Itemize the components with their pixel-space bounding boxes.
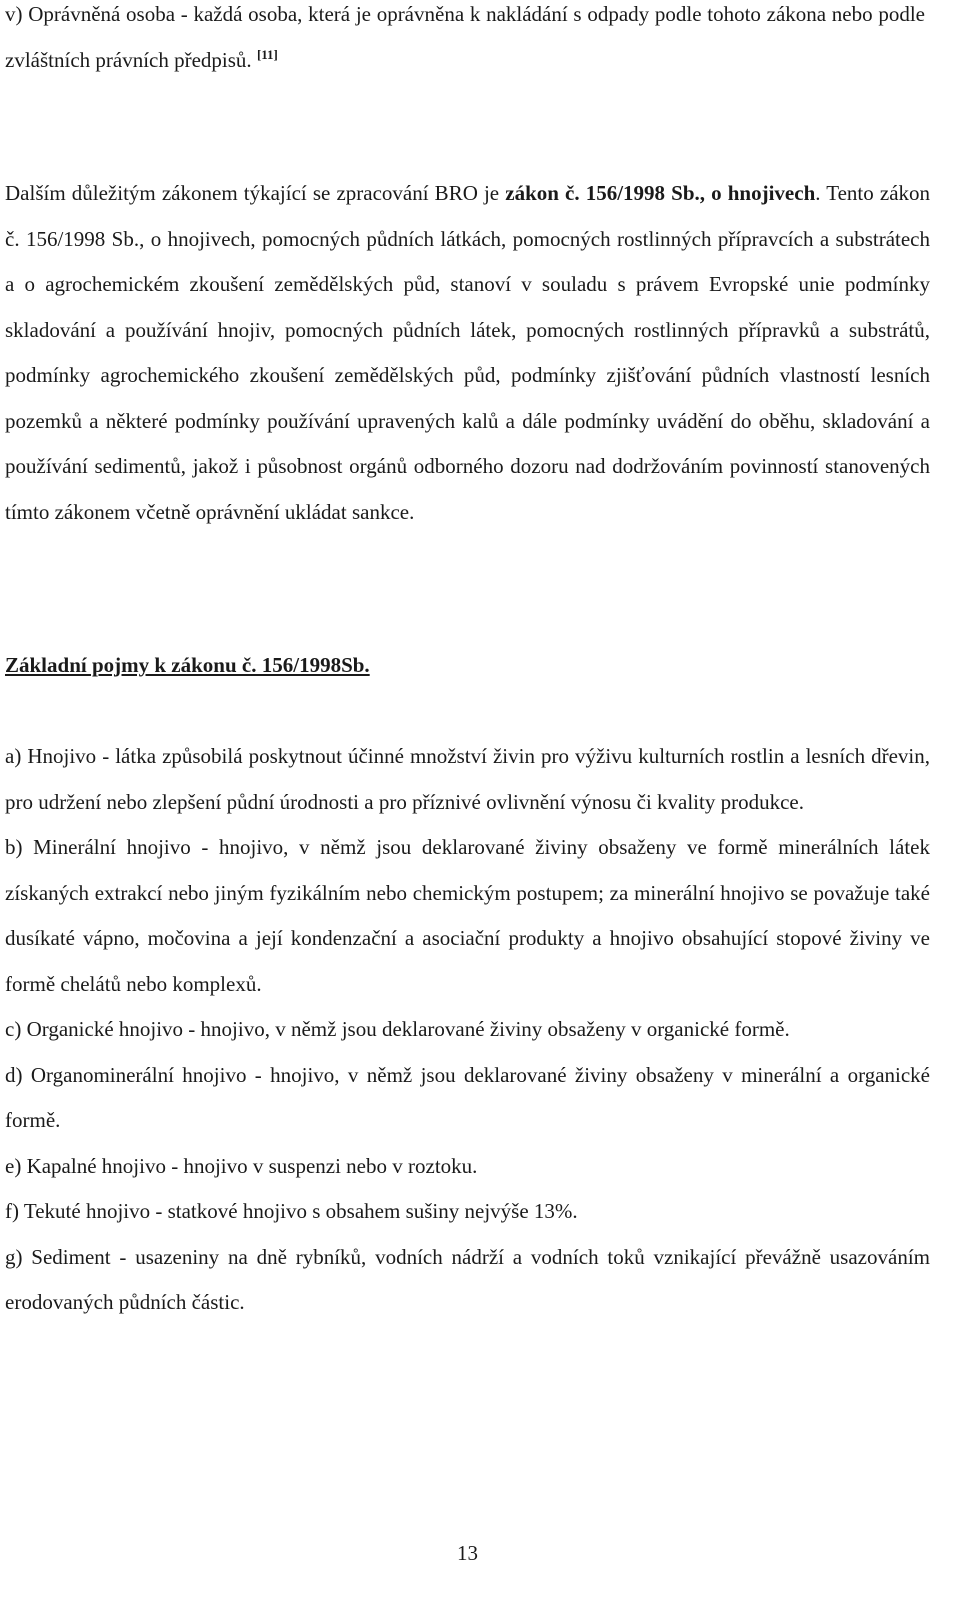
page-number: 13 — [457, 1541, 478, 1565]
intro-text-start: Dalším důležitým zákonem týkající se zpracování BRO je — [5, 181, 506, 205]
definition-item-e: e) Kapalné hnojivo - hnojivo v suspenzi nebo v roztoku. — [5, 1153, 478, 1178]
item-v-prefix: v) — [5, 2, 23, 26]
intro-text-rest: . Tento zákon č. 156/1998 Sb., o hnojivech, pomocných půdních látkách, pomocných rostlinných přípravcích a substrátech a o agrochemickém zkoušení zemědělských půd, stanoví v souladu s právem Evropské unie podmínky skladování a používání hnojiv, pomocných půdních látek, pomocných rostlinných přípravků a substrátů, podmínky agrochemického zkoušení zemědělských půd, podmínky zjišťování půdních vlastností lesních pozemků a některé podmínky používání upravených kalů a dále podmínky uvádění do oběhu, skladování a používání sedimentů, jakož i působnost orgánů odborného dozoru nad dodržováním povinností stanovených tímto zákonem včetně oprávnění ukládat sankce. — [5, 181, 931, 524]
definitions-list — [5, 734, 930, 1326]
section-heading: Základní pojmy k zákonu č. 156/1998Sb. — [5, 653, 370, 677]
definition-item-d: d) Organominerální hnojivo - hnojivo, v němž jsou deklarované živiny obsaženy v minerální a organické formě. — [5, 1062, 930, 1132]
definition-item-v — [5, 0, 925, 83]
reference-citation: [11] — [256, 46, 278, 62]
definition-item-c: c) Organické hnojivo - hnojivo, v němž jsou deklarované živiny obsaženy v organické formě. — [5, 1017, 790, 1041]
intro-paragraph — [5, 171, 930, 535]
definition-item-b: b) Minerální hnojivo - hnojivo, v němž jsou deklarované živiny obsaženy ve formě minerálních látek získaných extrakcí nebo jiným fyzikálním nebo chemickým postupem; za minerální hnojivo se považuje také dusíkaté vápno, močovina a její kondenzační a asociační produkty a hnojivo obsahující stopové živiny ve formě chelátů nebo komplexů. — [5, 835, 930, 996]
definition-item-a: a) Hnojivo - látka způsobilá poskytnout účinné množství živin pro výživu kulturních rostlin a lesních dřevin, pro udržení nebo zlepšení půdní úrodnosti a pro příznivé ovlivnění výnosu či kvality produkce. — [5, 744, 930, 814]
law-title-bold: zákon č. 156/1998 Sb., o hnojivech — [505, 181, 816, 205]
item-v-text: Oprávněná osoba - každá osoba, která je oprávněna k nakládání s odpady podle tohoto zákona nebo podle zvláštních právních předpisů. — [5, 2, 925, 72]
definition-item-f: f) Tekuté hnojivo - statkové hnojivo s obsahem sušiny nejvýše 13%. — [5, 1199, 578, 1223]
definition-item-g: g) Sediment - usazeniny na dně rybníků, vodních nádrží a vodních toků vznikající převážně usazováním erodovaných půdních částic. — [5, 1244, 930, 1314]
